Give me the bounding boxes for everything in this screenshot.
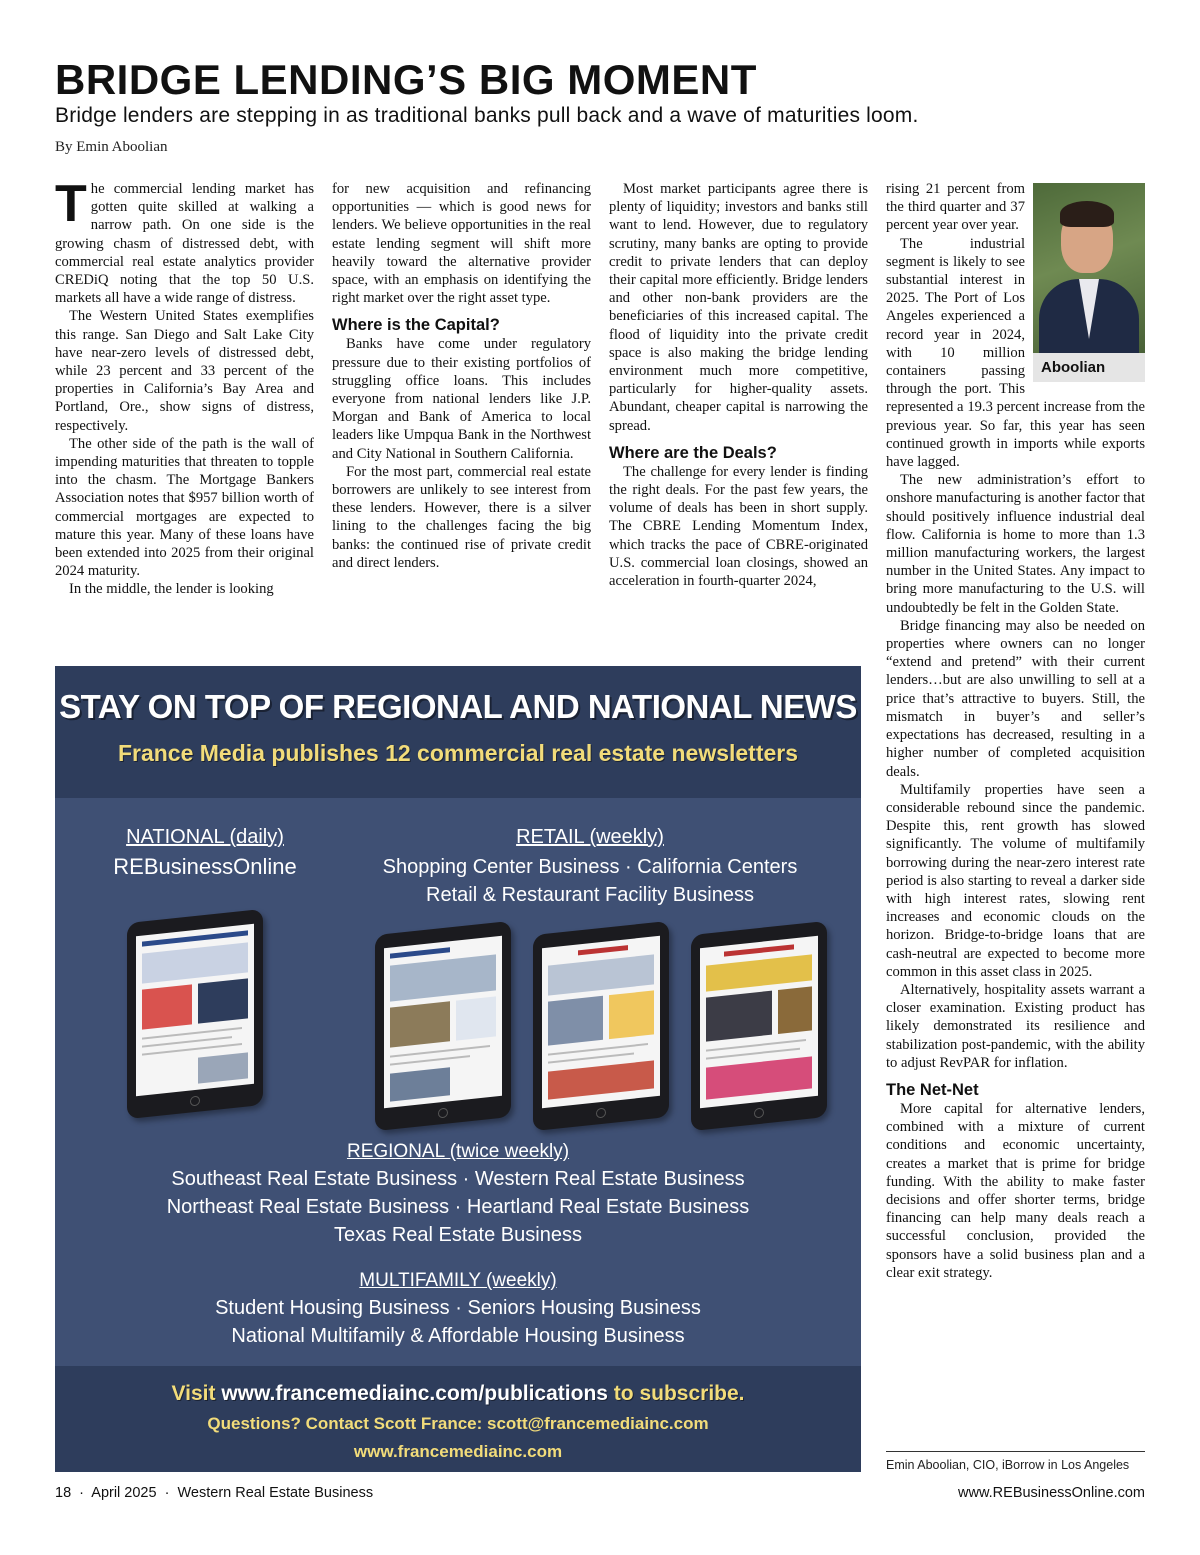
screen-block: [548, 996, 603, 1046]
paragraph: Banks have come under regulatory pressure due to their existing portfolios of struggling office loans. This includes everyone from national lenders like J.P. Morgan and Bank of America to local leaders like Umpqua Bank in the Northwest and City National in Southern California.: [332, 336, 591, 462]
screen-block: [390, 954, 496, 1001]
paragraph: The Western United States exemplifies this range. San Diego and Salt Lake City have near-zero levels of distressed debt, while 23 percent and 33 percent of the properties in California’s Bay Area and Portland, Ore., show signs of distress, respectively.: [55, 308, 314, 434]
ad-title: STAY ON TOP OF REGIONAL AND NATIONAL NEWS: [59, 688, 857, 725]
screen-block: [706, 991, 772, 1042]
paragraph: Bridge financing may also be needed on properties where owners can no longer “extend and pretend” with their current lenders…but are also unwilling to sell at a price that’s attractive to buyers. Still, the mismatch in buyer’s and seller’s expectations has decreased, resulting in a higher number of completed acquisition deals.: [886, 617, 1145, 780]
author-note: Emin Aboolian, CIO, iBorrow in Los Angeles: [886, 1451, 1145, 1472]
screen-bar: [724, 944, 794, 956]
photo-caption: Aboolian: [1033, 353, 1145, 382]
screen-block: [142, 942, 248, 983]
section-heading: Where are the Deals?: [609, 443, 777, 462]
ad-multifamily-heading: MULTIFAMILY (weekly): [359, 1270, 557, 1291]
headline: BRIDGE LENDING’S BIG MOMENT: [55, 56, 757, 103]
ad-top-band: [55, 666, 861, 798]
ad-national-line: REBusinessOnline: [113, 854, 297, 879]
screen-bar: [578, 945, 628, 955]
ad-regional-line: Northeast Real Estate Business · Heartland Real Estate Business: [166, 1196, 750, 1218]
ad-retail-line: Shopping Center Business · California Centers: [382, 856, 798, 878]
tablet-shopping-center-business: [375, 921, 511, 1131]
paragraph: The new administration’s effort to onshore manufacturing is another factor that should positively influence industrial deal flow. California is home to more than 1.3 million manufacturing workers, the largest number in the United States. Any impact to bring more manufacturing to the U.S. will undoubtedly be felt in the Golden State.: [886, 472, 1145, 616]
author-photo: [1033, 183, 1145, 382]
ad-regional-line: Texas Real Estate Business: [334, 1224, 582, 1246]
tablet-screen: [542, 936, 660, 1108]
paragraph: For the most part, commercial real estate borrowers are unlikely to see interest from these lenders. However, there is a silver lining to the challenges facing the big banks: the continued rise of private credit and direct lenders.: [332, 463, 591, 571]
screen-block: [609, 990, 654, 1039]
ad-multifamily-line: Student Housing Business · Seniors Housing Business: [215, 1297, 701, 1319]
paragraph: The other side of the path is the wall of impending maturities that threaten to topple into the chasm. The Mortgage Bankers Association notes that $957 billion worth of commercial mortgages are expected to mature this year. Many of these loans have been extended into 2025 from their original 2024 maturity.: [55, 435, 314, 580]
ad-national-block: [75, 826, 335, 881]
tablet-screen: [136, 924, 254, 1096]
ad-visit-suffix: to subscribe.: [607, 1382, 745, 1405]
tablet-home-button: [596, 1107, 606, 1118]
screen-block: [390, 1001, 450, 1047]
publications-link[interactable]: www.francemediainc.com/publications: [221, 1382, 608, 1405]
screen-block: [778, 986, 812, 1034]
paragraph: Multifamily properties have seen a considerable rebound since the pandemic. Despite this, rent growth has slowed significantly. The volume of multifamily borrowing during the near-zero interest rate period is also starting to reveal a darker side with high interest rates, slowing rent increases and economic clouds on the horizon. Bridge-to-bridge loans that are cash-neutral are expected to become more common in this asset class in 2025.: [886, 781, 1145, 980]
newsletter-ad[interactable]: [55, 666, 861, 1472]
screen-block: [390, 1067, 450, 1101]
ad-multifamily-line: National Multifamily & Affordable Housing Business: [231, 1325, 685, 1347]
footer-folio: 18 · April 2025 · Western Real Estate Business: [55, 1485, 374, 1501]
screen-line: [390, 1045, 490, 1058]
screen-block: [548, 1060, 654, 1099]
screen-line: [390, 1055, 470, 1065]
ad-visit-line: [55, 1382, 861, 1406]
subhead: Bridge lenders are stepping in as traditional banks pull back and a wave of maturities loom.: [55, 104, 919, 127]
ad-contact-line[interactable]: Questions? Contact Scott France: scott@francemediainc.com: [207, 1414, 709, 1433]
tablet-home-button: [438, 1107, 448, 1118]
footer-website[interactable]: www.REBusinessOnline.com: [958, 1485, 1145, 1501]
screen-block: [548, 954, 654, 995]
paragraph: More capital for alternative lenders, combined with a mixture of current conditions and economic uncertainty, creates a market that is prime for bridge funding. With the ability to make faster decisions and offer shorter terms, bridge financing can help many deals reach a successful conclusion, provided the sponsors have a solid business plan and a clear exit strategy.: [886, 1100, 1145, 1281]
tablet-home-button: [754, 1107, 764, 1118]
paragraph: rising 21 percent from the third quarter and 37 percent year over year.: [886, 181, 1025, 234]
website-link[interactable]: www.francemediainc.com: [353, 1442, 563, 1461]
paragraph: In the middle, the lender is looking: [69, 581, 274, 598]
article-column-2: [332, 180, 591, 572]
article-column-1: [55, 175, 314, 599]
screen-block: [142, 984, 192, 1029]
screen-block: [706, 1056, 812, 1099]
ad-retail-block: [355, 826, 825, 909]
ad-subtitle: France Media publishes 12 commercial real estate newsletters: [117, 740, 799, 766]
tablet-screen: [700, 936, 818, 1108]
screen-bar: [390, 947, 450, 958]
tablet-screen: [384, 936, 502, 1108]
paragraph: The challenge for every lender is finding the right deals. For the past few years, the volume of deals has been in short supply. The CBRE Lending Momentum Index, which tracks the pace of CBRE-originated U.S. commercial loan closings, showed an acceleration in fourth-quarter 2024,: [609, 463, 868, 590]
photo-hair-shape: [1060, 201, 1114, 227]
byline: By Emin Aboolian: [55, 139, 168, 155]
paragraph: Most market participants agree there is plenty of liquidity; investors and banks still want to lend. However, due to regulatory scrutiny, many banks are opting to provide credit to private lenders that can deploy their capital more efficiently. Bridge lenders and other non-bank providers are the beneficiaries of this increased capital. The flood of liquidity into the private credit space is also making the bridge lending environment much more competitive, particularly for higher-quality assets. Abundant, cheaper capital is narrowing the spread.: [609, 181, 868, 434]
paragraph: Alternatively, hospitality assets warrant a closer examination. Existing product has likely demonstrated its resilience and stabilization post-pandemic, with the ability to adjust RevPAR for inflation.: [886, 981, 1145, 1071]
ad-multifamily-block: [55, 1270, 861, 1350]
ad-regional-block: [55, 1141, 861, 1249]
ad-regional-line: Southeast Real Estate Business · Western Real Estate Business: [171, 1168, 745, 1190]
tablet-rebusinessonline: [127, 909, 263, 1119]
article-column-3: [609, 180, 868, 590]
paragraph: for new acquisition and refinancing opportunities — which is good news for lenders. We believe opportunities in the real estate lending segment will shift more heavily toward the alternative provider space, with an emphasis on identifying the right market over the right asset type.: [332, 181, 591, 307]
screen-block: [706, 954, 812, 991]
ad-retail-heading: RETAIL (weekly): [516, 826, 664, 848]
section-heading: The Net-Net: [886, 1080, 979, 1099]
ad-retail-line: Retail & Restaurant Facility Business: [426, 884, 754, 906]
drop-cap: T: [55, 175, 87, 233]
article-column-4: [886, 180, 1145, 1282]
tablet-home-button: [190, 1095, 200, 1106]
screen-block: [198, 1052, 248, 1083]
ad-regional-heading: REGIONAL (twice weekly): [346, 1141, 570, 1162]
tablet-retail-restaurant-facility: [691, 921, 827, 1131]
tablet-california-centers: [533, 921, 669, 1131]
paragraph: he commercial lending market has gotten quite skilled at walking a narrow path. On one side is the growing chasm of distressed debt, with commercial real estate analytics provider CREDiQ noting that the top 50 U.S. markets all have a wide range of distress.: [55, 181, 314, 307]
ad-visit-prefix: Visit: [171, 1382, 222, 1405]
screen-block: [456, 996, 496, 1040]
screen-block: [198, 978, 248, 1023]
section-heading: Where is the Capital?: [332, 316, 500, 335]
ad-national-heading: NATIONAL (daily): [126, 826, 284, 848]
paragraph: The industrial segment is likely to see substantial interest in 2025. The Port of Los Angeles experienced a record year in 2024, with 10 million containers passing through the port. This represented a 19.3 percent increase from the previous year. So far, this year has seen continued growth in imports while exports have lagged.: [886, 235, 1145, 471]
